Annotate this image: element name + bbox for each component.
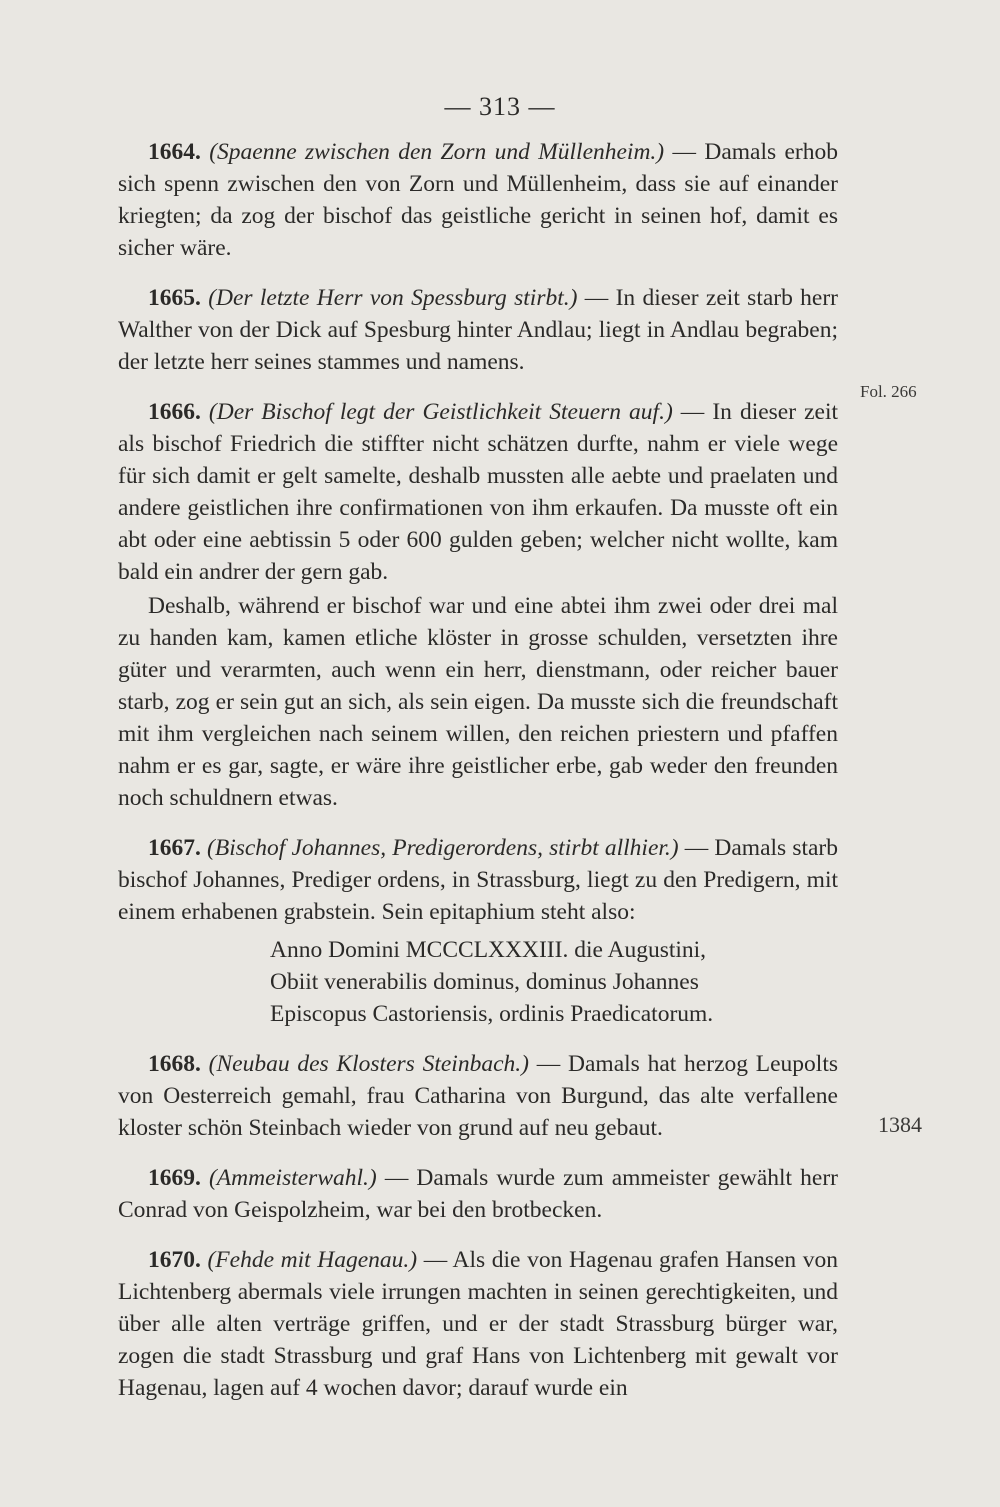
entry-number: 1664. [148,139,201,165]
entry-number: 1670. [148,1247,201,1273]
epitaph [270,934,838,1030]
entry-paragraph [118,832,838,928]
entry-paragraph [118,1244,838,1404]
main-text [118,136,838,1422]
entry-paragraph [118,1162,838,1226]
entry-title: (Der letzte Herr von Spessburg stirbt.) [208,285,578,311]
entry-1664 [118,136,838,264]
entry-number: 1665. [148,285,201,311]
entry-text: — In dieser zeit starb herr Walther von der Dick auf Spesburg hinter Andlau; liegt in Andlau begraben; der letzte herr seines stammes und namens. [118,285,839,375]
entry-title: (Bischof Johannes, Predigerordens, stirbt allhier.) [207,835,679,861]
entry-1668 [118,1048,838,1144]
entry-1667 [118,832,838,1030]
entry-paragraph [118,136,838,264]
entry-title: (Der Bischof legt der Geistlichkeit Steuern auf.) [208,399,673,425]
page-number: — 313 — [444,92,556,121]
entry-text: — Als die von Hagenau grafen Hansen von Lichtenberg abermals viele irrungen machten in seinen gerechtigkeiten, und über alle alten verträge griffen, und er der stadt Strassburg bürger war, zogen die stadt Strassburg und graf Hans von Lichtenberg mit gewalt vor Hagenau, lagen auf 4 wochen davor; darauf wurde ein [118,1247,839,1401]
folio-margin-note: Fol. 266 [860,382,917,401]
year-margin-note: 1384 [878,1112,922,1137]
entry-text: — Damals wurde zum ammeister gewählt herr Conrad von Geispolzheim, war bei den brotbecken. [118,1165,839,1223]
entry-1670 [118,1244,838,1404]
entry-number: 1666. [148,399,201,425]
entry-1666 [118,396,838,814]
entry-text: — Damals starb bischof Johannes, Prediger ordens, in Strassburg, liegt zu den Predigern, mit einem erhabenen grabstein. Sein epitaphium steht also: [118,835,838,925]
entry-number: 1668. [148,1051,201,1077]
entry-title: (Ammeisterwahl.) [208,1165,377,1191]
epitaph-line: Anno Domini MCCCLXXXIII. die Augustini, [270,937,707,963]
entry-title: (Neubau des Klosters Steinbach.) [208,1051,529,1077]
entry-paragraph [118,396,838,588]
entry-text: — In dieser zeit als bischof Friedrich die stiffter nicht schätzen durfte, nahm er viele wege für sich damit er gelt samelte, deshalb mussten alle aebte und praelaten und andere geistlichen ihre confirmationen von ihm erkaufen. Da musste oft ein abt oder eine aebtissin 5 oder 600 gulden geben; welcher nicht wollte, kam bald ein andrer der gern gab. [118,399,839,585]
entry-paragraph-2: Deshalb, während er bischof war und eine abtei ihm zwei oder drei mal zu handen kam, kamen etliche klöster in grosse schulden, versetzten ihre güter und verarmten, auch wenn ein herr, dienstmann, oder reicher bauer starb, zog er sein gut an sich, als sein eigen. Da musste sich die freundschaft mit ihm vergleichen nach seinem willen, den reichen priestern und pfaffen nahm er es gar, sagte, er wäre ihre geistlicher erbe, gab weder den freunden noch schuldnern etwas. [118,593,838,811]
entry-number: 1667. [148,835,201,861]
entry-paragraph [118,1048,838,1144]
epitaph-line: Episcopus Castoriensis, ordinis Praedicatorum. [270,1001,714,1027]
entry-title: (Spaenne zwischen den Zorn und Müllenheim.) [209,139,665,165]
entry-text: — Damals hat herzog Leupolts von Oesterreich gemahl, frau Catharina von Burgund, das alte verfallene kloster schön Steinbach wieder von grund auf neu gebaut. [118,1051,839,1141]
entry-text: — Damals erhob sich spenn zwischen den von Zorn und Müllenheim, dass sie auf einander kriegten; da zog der bischof das geistliche gericht in seinen hof, damit es sicher wäre. [118,139,838,261]
entry-1665 [118,282,838,378]
entry-paragraph [118,282,838,378]
entry-1669 [118,1162,838,1226]
entry-number: 1669. [148,1165,201,1191]
entry-title: (Fehde mit Hagenau.) [207,1247,418,1273]
epitaph-line: Obiit venerabilis dominus, dominus Johannes [270,969,699,995]
